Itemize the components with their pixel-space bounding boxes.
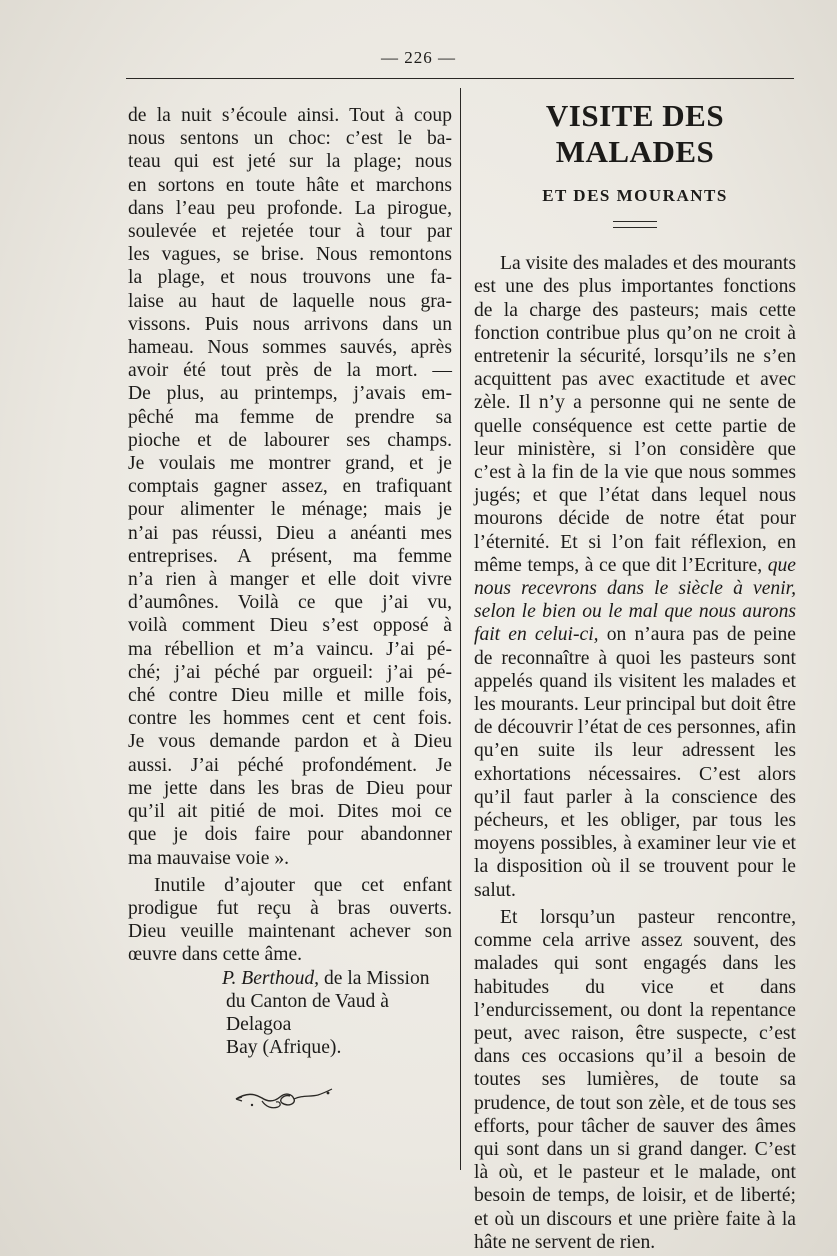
text-line: Je voulais me montrer grand, et je xyxy=(128,453,452,475)
text-line: ma mauvaise voie ». xyxy=(128,847,290,869)
text-line: contre les hommes cent et cent fois. xyxy=(128,708,452,730)
right-paragraph-1-text-a: La visite des malades et des mourants est une des plus importantes fonctions de la charge des pasteurs; mais cette fonction contribue plus qu’on ne croit à entretenir la sécurité, lorsqu’ils ne s’en acquittent pas avec exactitude et avec zèle. Il n’y a personne qui ne sente de quelle conséquence est cette partie de leur ministère, si l’on considère que c’est à la fin de la vie que nous sommes jugés; et que l’état dans lequel nous mourons décide de notre état pour l’éternité. Et si l’on fait réflexion, en même temps, à ce que dit l’Ecriture, xyxy=(474,253,797,576)
text-line: Je vous demande pardon et à Dieu xyxy=(128,731,452,753)
text-line: œuvre dans cette âme. xyxy=(128,944,303,966)
text-line: pêché ma femme de prendre sa xyxy=(128,406,452,428)
text-line: hameau. Nous sommes sauvés, après xyxy=(128,337,452,359)
text-line: dans l’eau peu profonde. La pirogue, xyxy=(128,197,452,219)
text-line: avoir été tout près de la mort. — xyxy=(128,360,452,382)
column-divider xyxy=(460,88,461,1170)
text-line: ché contre Dieu mille et mille fois, xyxy=(128,685,452,707)
text-line: en sortons en toute hâte et marchons xyxy=(128,174,452,196)
text-line: nous sentons un choc: c’est le ba- xyxy=(128,128,452,150)
signature-line-3: Bay (Afrique). xyxy=(226,1037,342,1059)
text-line: que je dois faire pour abandonner xyxy=(128,824,452,846)
left-paragraph-conclusion xyxy=(128,874,452,967)
text-line: de la nuit s’écoule ainsi. Tout à coup xyxy=(128,105,452,126)
article-subtitle: ET DES MOURANTS xyxy=(542,186,728,205)
text-line: Inutile d’ajouter que cet enfant xyxy=(154,874,452,896)
text-line: Dieu veuille maintenant achever son xyxy=(128,921,452,943)
text-line: aussi. J’ai péché profondément. Je xyxy=(128,754,452,776)
text-line: ma rébellion et m’a vaincu. J’ai pé- xyxy=(128,638,452,660)
text-line: la plage, et nous trouvons une fa- xyxy=(128,267,452,289)
text-line: n’a rien à manger et elle doit vivre xyxy=(128,569,452,591)
text-line: me jette dans les bras de Dieu pour xyxy=(128,777,452,799)
right-paragraph-2: Et lorsqu’un pasteur rencontre, comme cela arrive assez souvent, des malades qui sont engagés dans les habitudes du vice et dans l’endurcissement, ou dont la repentance peut, avec raison, être suspecte, c’est dans ces occasions qu’il a besoin de toutes ses lumières, de toute sa prudence, de tout son zèle, et de tous ses efforts, pour tâcher de sauver des âmes qui sont dans un si grand danger. C’est là où, et le pasteur et le malade, ont besoin de temps, de loisir, et de liberté; et où un discours et une prière faite à la hâte ne servent de rien. xyxy=(474,906,796,1253)
article-title: VISITE DES MALADES xyxy=(545,98,725,169)
text-line: d’aumônes. Voilà ce que j’ai vu, xyxy=(128,592,452,614)
page-number: — 226 — xyxy=(381,48,456,67)
text-line: entreprises. A présent, ma femme xyxy=(128,545,452,567)
signature-line-2: du Canton de Vaud à Delagoa xyxy=(226,990,389,1035)
header-rule xyxy=(126,78,794,79)
signature-author: P. Berthoud, xyxy=(222,967,320,989)
text-line: prodigue fut reçu à bras ouverts. xyxy=(128,897,452,919)
left-paragraph-narrative xyxy=(128,104,452,870)
text-line: les vagues, se brise. Nous remontons xyxy=(128,244,452,266)
text-line: De plus, au printemps, j’avais em- xyxy=(128,383,452,405)
text-line: qu’il ait pitié de moi. Dites moi ce xyxy=(128,801,452,823)
signature-block xyxy=(128,967,452,1060)
flourish-ornament-icon xyxy=(232,1085,336,1113)
text-line: n’ai pas réussi, Dieu a anéanti mes xyxy=(128,522,452,544)
right-paragraph-1-text-b: on n’aura pas de peine de reconnaître à quoi les pasteurs sont appelés quand ils visitent les malades et les mourants. Leur principal but doit être de découvrir l’état de ces personnes, afin qu’en suite ils leur adressent les exhortations nécessaires. C’est alors qu’il faut parler à la conscience des pécheurs, et les obliger, par tous les moyens possibles, à examiner leur vie et la disposition où il se trouvent pour le salut. xyxy=(474,624,797,901)
text-line: comptais gagner assez, en trafiquant xyxy=(128,476,452,498)
left-column xyxy=(128,104,452,1113)
text-line: teau qui est jeté sur la plage; nous xyxy=(128,151,452,173)
scripture-quote: que nous recevrons dans le siècle à venir, selon le bien ou le mal que nous aurons fait en celui-ci, xyxy=(474,554,796,646)
text-line: pioche et de labourer ses champs. xyxy=(128,429,452,451)
text-line: voilà comment Dieu s’est opposé à xyxy=(128,615,452,637)
signature-line-1: de la Mission xyxy=(319,967,430,989)
right-column xyxy=(474,98,796,1254)
double-rule-divider xyxy=(613,221,657,228)
text-line: laise au haut de laquelle nous gra- xyxy=(128,290,452,312)
text-line: soulevée et rejetée tour à tour par xyxy=(128,221,452,243)
text-line: pour alimenter le ménage; mais je xyxy=(128,499,452,521)
text-line: vissons. Puis nous arrivons dans un xyxy=(128,313,452,335)
text-line: ché; j’ai péché par orgueil: j’ai pé- xyxy=(128,661,452,683)
right-paragraph-1 xyxy=(474,252,796,902)
